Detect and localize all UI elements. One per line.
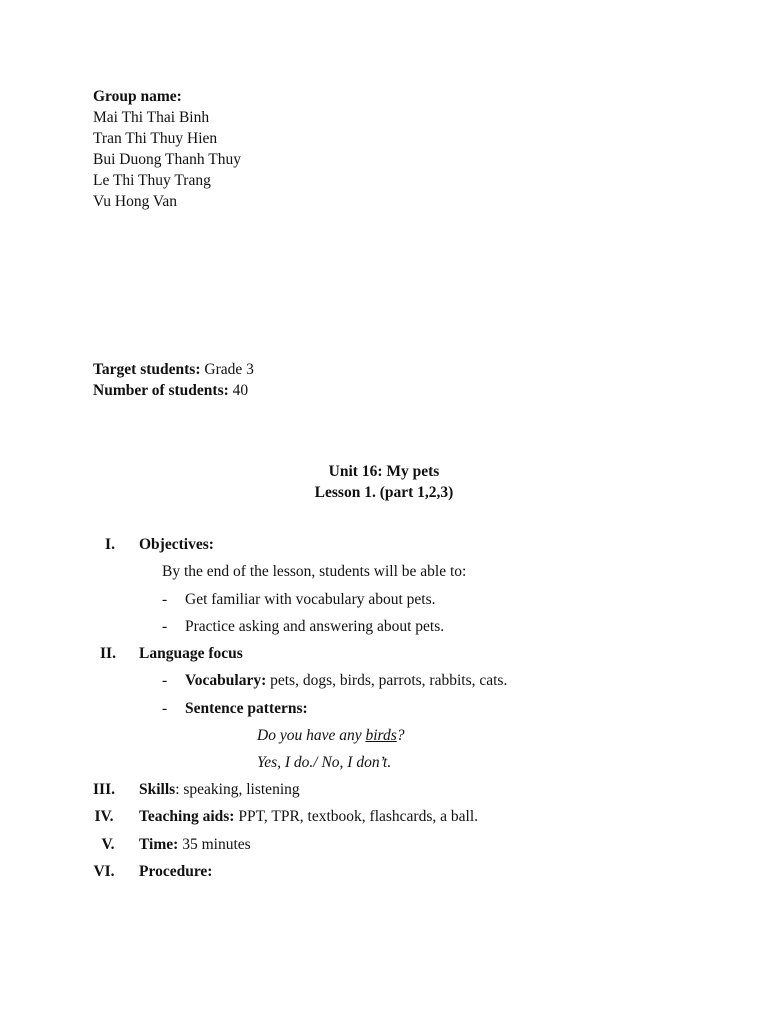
skills-line [139, 779, 300, 801]
vocabulary-value: pets, dogs, birds, parrots, rabbits, cats. [266, 672, 508, 689]
unit-title: Unit 16: My pets [328, 463, 440, 480]
time-line [139, 834, 251, 856]
sentence-pattern-answer: Yes, I do./ No, I don’t. [257, 754, 392, 771]
objective-text: Get familiar with vocabulary about pets. [185, 591, 436, 608]
group-member: Vu Hong Van [93, 193, 178, 210]
pattern-question-word: birds [365, 727, 397, 744]
section-label: Language focus [139, 645, 243, 662]
number-students-value: 40 [228, 382, 249, 399]
teaching-aids-value: PPT, TPR, textbook, flashcards, a ball. [234, 808, 478, 825]
section-numeral: III. [93, 781, 115, 798]
sentence-pattern-question [257, 725, 405, 747]
group-member: Le Thi Thuy Trang [93, 172, 211, 189]
vocabulary-line [185, 670, 507, 692]
time-value: 35 minutes [178, 836, 251, 853]
objectives-intro: By the end of the lesson, students will be able to: [162, 563, 467, 580]
section-label: Time: [139, 836, 179, 853]
pattern-question-pre: Do you have any [257, 727, 366, 744]
section-label: Procedure: [139, 863, 213, 880]
section-numeral: VI. [93, 863, 115, 880]
target-students-line [93, 359, 254, 380]
bullet-dash: - [162, 700, 168, 717]
group-member: Bui Duong Thanh Thuy [93, 151, 241, 168]
bullet-dash: - [162, 672, 168, 689]
group-member: Mai Thi Thai Binh [93, 109, 210, 126]
number-students-line [93, 380, 248, 401]
bullet-dash: - [162, 618, 168, 635]
vocabulary-label: Vocabulary: [185, 672, 267, 689]
target-students-label: Target students: [93, 361, 201, 378]
bullet-dash: - [162, 591, 168, 608]
target-students-value: Grade 3 [200, 361, 254, 378]
group-member: Tran Thi Thuy Hien [93, 130, 218, 147]
objective-text: Practice asking and answering about pets. [185, 618, 445, 635]
section-numeral: IV. [94, 808, 114, 825]
teaching-aids-line [139, 806, 478, 828]
section-label: Skills [139, 781, 176, 798]
number-students-label: Number of students: [93, 382, 229, 399]
lesson-title: Lesson 1. (part 1,2,3) [314, 484, 454, 501]
skills-value: : speaking, listening [175, 781, 300, 798]
section-numeral: V. [101, 836, 115, 853]
group-heading: Group name: [93, 88, 182, 105]
pattern-question-post: ? [396, 727, 405, 744]
section-label: Objectives: [139, 536, 214, 553]
section-numeral: I. [105, 536, 115, 553]
section-label: Teaching aids: [139, 808, 235, 825]
section-numeral: II. [100, 645, 116, 662]
sentence-patterns-label: Sentence patterns: [185, 700, 308, 717]
